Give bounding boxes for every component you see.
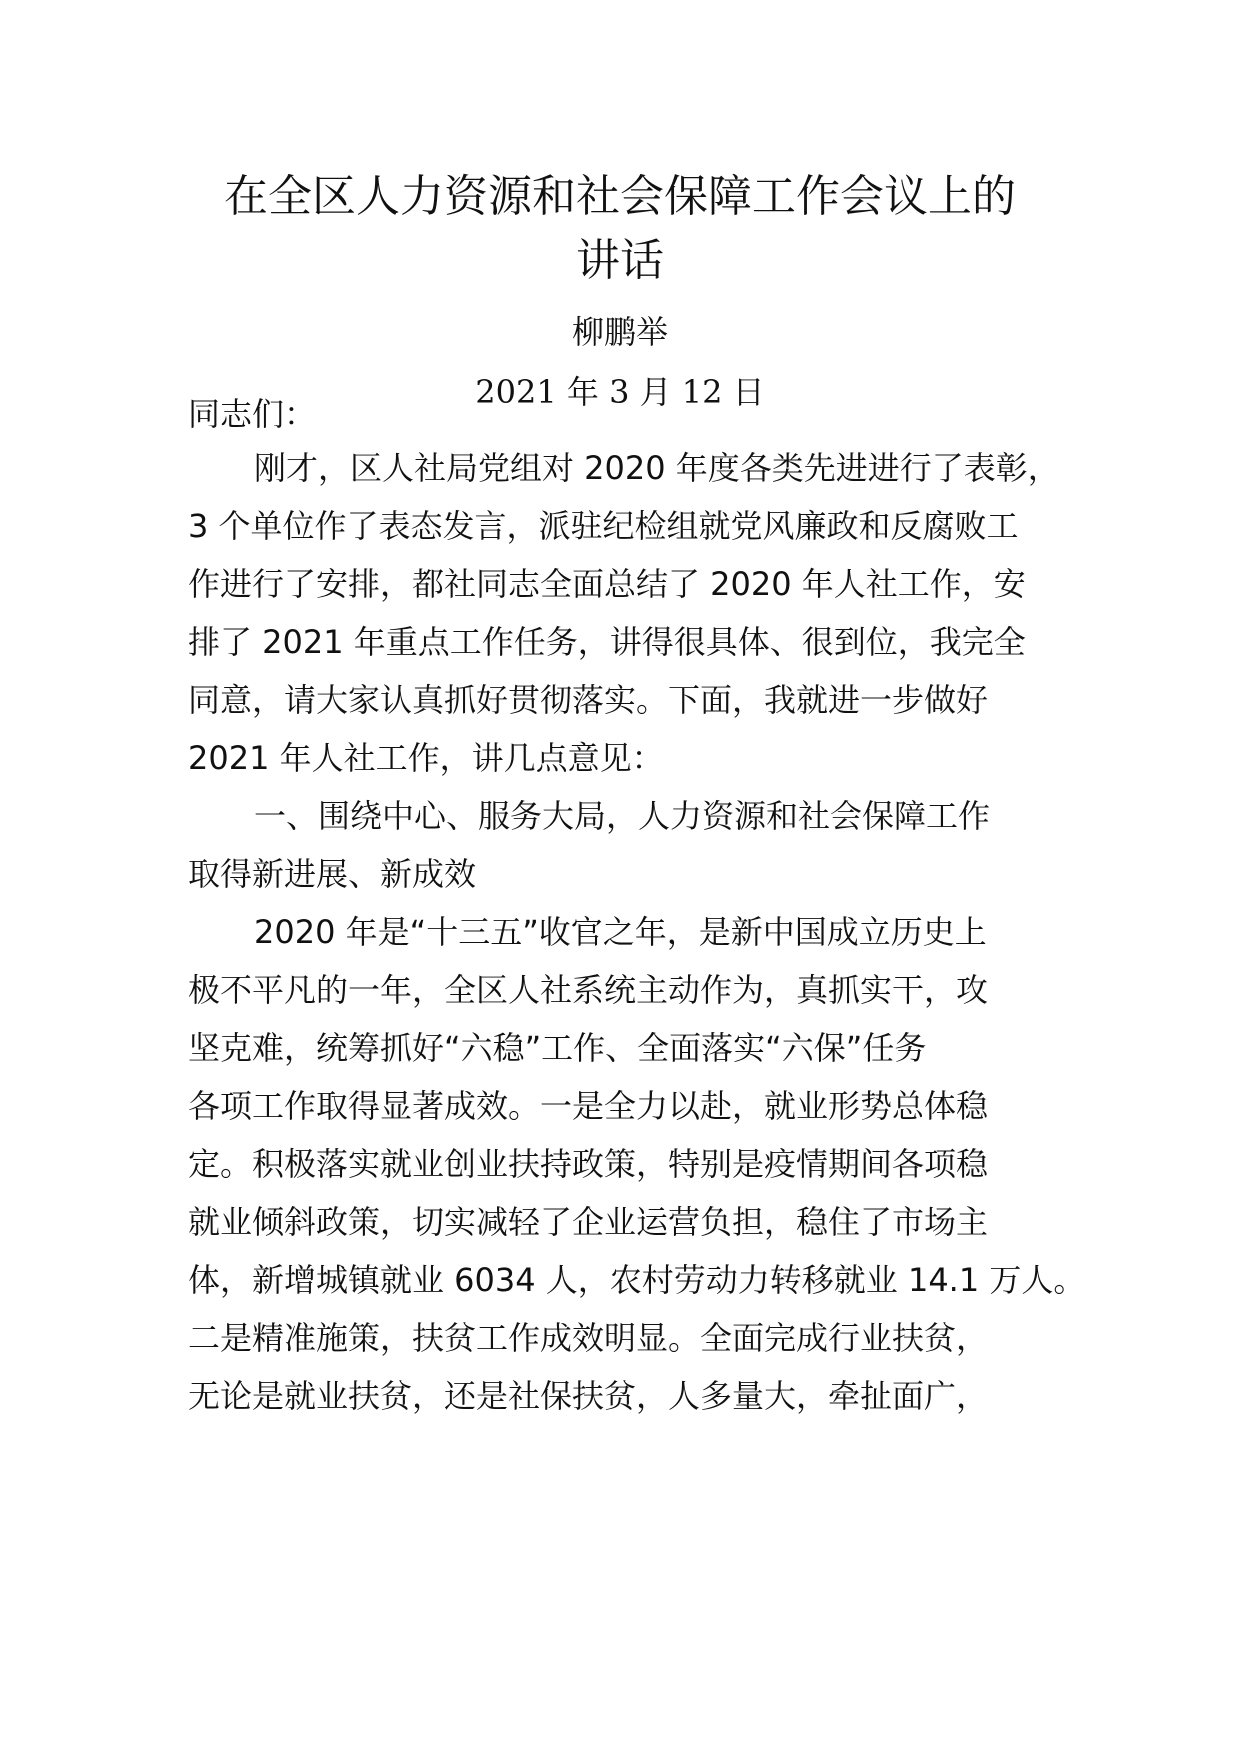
body-line: 刚才，区人社局党组对 2020 年度各类先进进行了表彰， — [254, 449, 1060, 487]
body-line: 极不平凡的一年，全区人社系统主动作为，真抓实干，攻 — [188, 971, 989, 1009]
body-line: 排了 2021 年重点工作任务，讲得很具体、很到位，我完全 — [188, 623, 1026, 661]
document-title-line-2: 讲话 — [576, 235, 664, 286]
body-line: 各项工作取得显著成效。一是全力以赴，就业形势总体稳 — [188, 1087, 989, 1125]
body-line: 作进行了安排，都社同志全面总结了 2020 年人社工作，安 — [188, 565, 1026, 603]
section-heading: 一、围绕中心、服务大局，人力资源和社会保障工作 — [254, 797, 991, 835]
speech-date: 2021 年 3 月 12 日 — [475, 373, 765, 411]
body-line: 2020 年是“十三五”收官之年，是新中国成立历史上 — [254, 913, 987, 951]
body-line: 2021 年人社工作，讲几点意见： — [188, 739, 664, 777]
body-line: 同意，请大家认真抓好贯彻落实。下面，我就进一步做好 — [188, 681, 989, 719]
body-line: 就业倾斜政策，切实减轻了企业运营负担，稳住了市场主 — [188, 1203, 989, 1241]
body-line: 二是精准施策，扶贫工作成效明显。全面完成行业扶贫， — [188, 1319, 989, 1357]
body-line: 3 个单位作了表态发言，派驻纪检组就党风廉政和反腐败工 — [188, 507, 1019, 545]
document-title-line-1: 在全区人力资源和社会保障工作会议上的 — [224, 171, 1016, 222]
body-line: 定。积极落实就业创业扶持政策，特别是疫情期间各项稳 — [188, 1145, 989, 1183]
body-line: 无论是就业扶贫，还是社保扶贫，人多量大，牵扯面广， — [188, 1377, 989, 1415]
body-line: 坚克难，统筹抓好“六稳”工作、全面落实“六保”任务 — [188, 1029, 927, 1067]
author-name: 柳鹏举 — [571, 313, 668, 351]
body-line: 体，新增城镇就业 6034 人，农村劳动力转移就业 14.1 万人。 — [188, 1261, 1086, 1299]
section-heading: 取得新进展、新成效 — [188, 855, 477, 893]
salutation: 同志们： — [188, 395, 317, 433]
